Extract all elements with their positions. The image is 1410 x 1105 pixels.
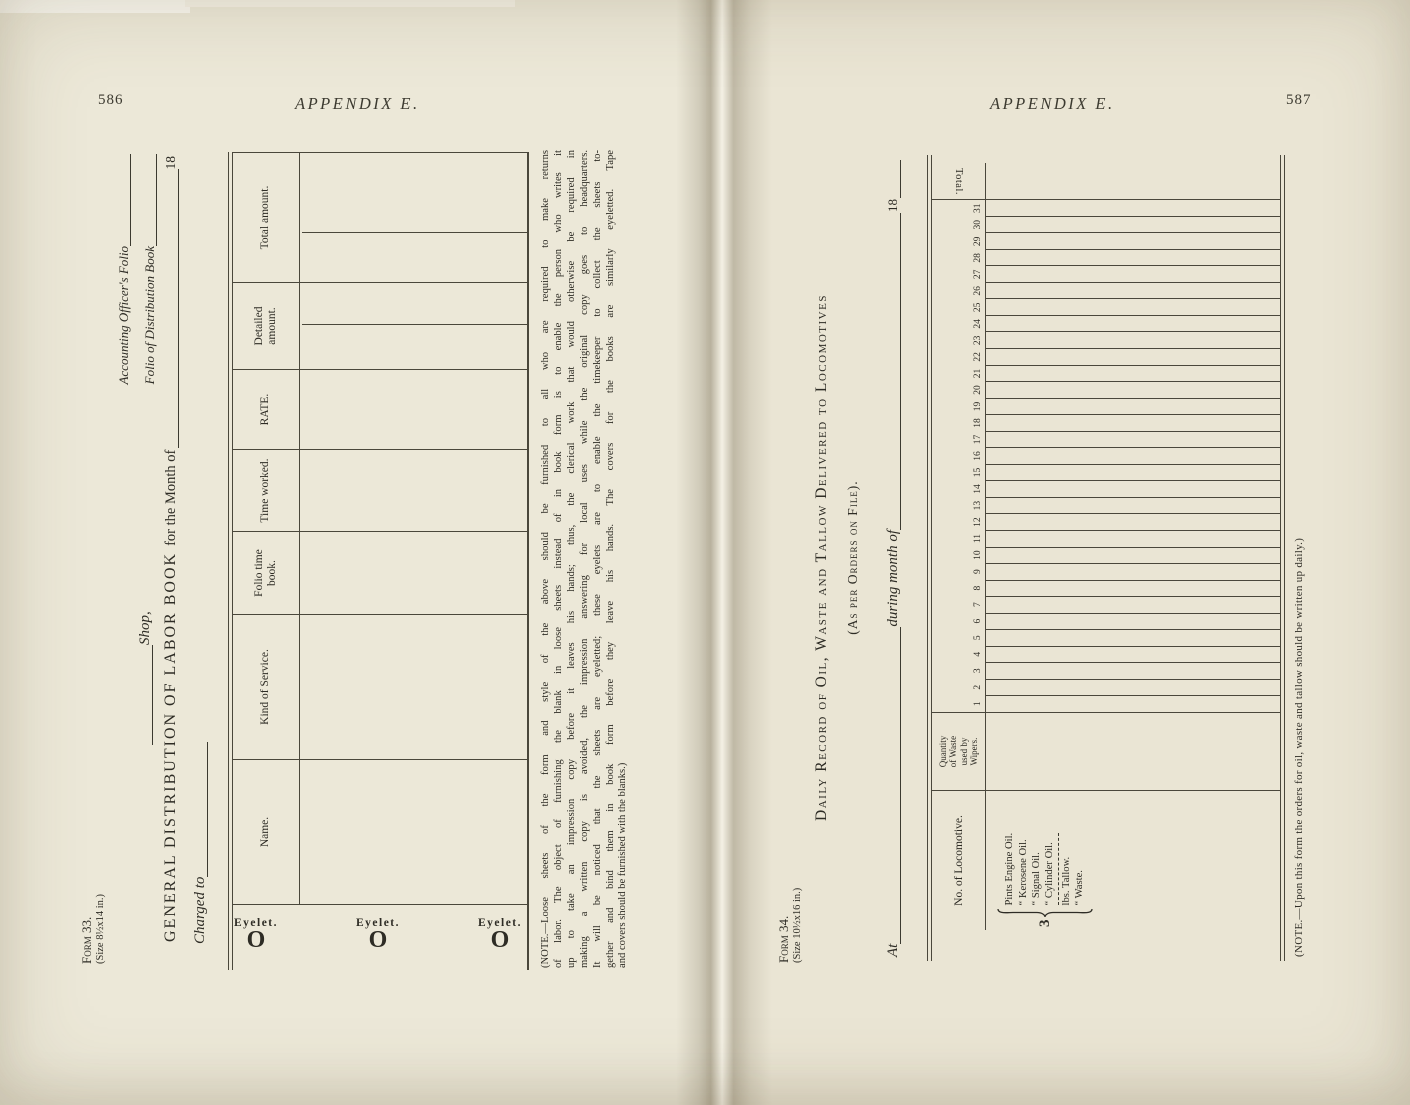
day-column-cell [986, 216, 1280, 233]
day-number: 1 [973, 701, 983, 707]
form-33-footnote [540, 150, 630, 968]
day-column-cell [986, 398, 1280, 415]
shop-label: Shop, [137, 611, 153, 645]
commodity-row: “ Kerosene Oil. [1017, 839, 1029, 906]
form-33-size: (Size 8½x14 in.) [95, 894, 106, 964]
day-number: 14 [973, 484, 983, 494]
day-number: 7 [973, 602, 983, 608]
footnote-line: It will be noticed that the sheets are eyeletted; these eyelets are to enable the timekeeper to collect the sheets to- [591, 150, 603, 968]
day-column-cell [986, 232, 1280, 249]
footnote-line: (NOTE.—Loose sheets of the form and style of the above should be furnished to all who are required to make returns [540, 150, 551, 968]
day-number: 8 [973, 585, 983, 591]
table-column-header: RATE. [233, 370, 300, 449]
day-column-cell [986, 530, 1280, 547]
footnote-line: gether and bind them in book form before they leave his hands. The covers for the books are similarly eyeletted. Tape [604, 150, 616, 968]
quantity-header-line: of Waste [948, 735, 958, 768]
total-column-header [932, 163, 986, 199]
at-during-month-line [885, 160, 902, 957]
commodity-row: “ Waste. [1074, 870, 1086, 906]
total-label-rotated: Total. [953, 167, 964, 195]
day-number: 17 [973, 434, 983, 445]
day-column-cell [986, 282, 1280, 299]
table-column-body [300, 760, 527, 904]
brace-icon [997, 909, 1093, 919]
during-month-label: during month of [885, 529, 901, 627]
table-column-header: Kind of Service. [233, 615, 300, 759]
columns-days [932, 200, 1280, 712]
table-column [233, 614, 527, 759]
labor-book-table [233, 152, 527, 905]
total-column-body [986, 163, 1280, 199]
day-column-cell [986, 447, 1280, 464]
day-number: 6 [973, 618, 983, 624]
form-33-label: Form 33. [79, 916, 94, 964]
commodity-row: “ Signal Oil. [1030, 852, 1042, 906]
day-column-cell [986, 613, 1280, 630]
blank-fill-line [195, 742, 208, 877]
footnote-line: and covers should be furnished with the blanks.) [617, 762, 629, 968]
eyelet-3-content [472, 906, 528, 962]
day-column-cell [986, 513, 1280, 530]
commodity-rows [1003, 833, 1086, 906]
scan-edge-artifact [0, 0, 190, 13]
eyelet-ring-icon: O [490, 927, 510, 953]
form-34-label: Form 34. [776, 915, 791, 963]
day-column-cell [986, 563, 1280, 580]
commodity-row: Pints Engine Oil. [1004, 832, 1016, 906]
day-number: 30 [973, 220, 983, 230]
accounting-officers-folio-line [116, 154, 132, 385]
eyelet-ring-icon: O [368, 927, 388, 953]
table-column-body [300, 153, 527, 282]
table-top-rule-outer [927, 155, 928, 961]
quantity-header-line: used by [958, 737, 969, 766]
table-bottom-rule-outer [1284, 155, 1285, 961]
day-column-cell [986, 662, 1280, 679]
day-number: 2 [973, 684, 983, 690]
form-33-rotated-block [80, 148, 640, 970]
blank-fill-line [118, 154, 131, 246]
shop-line [137, 611, 154, 745]
table-column-header: Name. [233, 760, 300, 904]
year-prefix: 18 [163, 156, 178, 170]
scan-edge-artifact [185, 0, 515, 7]
table-column [233, 449, 527, 531]
table-column [233, 153, 527, 282]
eyelet-3 [472, 906, 528, 962]
blank-fill-line [140, 645, 153, 745]
day-number: 9 [973, 569, 983, 574]
oil-waste-tallow-table [932, 163, 1280, 930]
day-column-cell [986, 695, 1280, 712]
day-number: 29 [973, 236, 983, 247]
eyelet-label: Eyelet. [355, 917, 401, 929]
day-number: 19 [973, 401, 983, 412]
eyelet-2 [350, 906, 406, 962]
day-column-cell [986, 200, 1280, 216]
form-33-title-line [162, 156, 180, 942]
table-column [233, 759, 527, 904]
day-column-cell [986, 265, 1280, 282]
day-number: 26 [973, 286, 983, 296]
column-quantity-waste [932, 712, 1280, 790]
table-column-header: Folio time book. [233, 532, 300, 614]
day-column-cell [986, 365, 1280, 382]
day-number: 31 [973, 203, 983, 214]
footnote-line: up to take an impression copy before it leaves his hands; thus, the clerical work that would otherwise be required in [565, 150, 577, 968]
footnote-line: of labor. The object of furnishing the blank in loose sheets instead of in book form is to enable the person who writes it [552, 150, 564, 968]
day-column-cell [986, 381, 1280, 398]
day-column-cell [986, 596, 1280, 613]
day-column-cell [986, 547, 1280, 564]
day-number: 22 [973, 352, 983, 362]
day-number: 28 [973, 253, 983, 263]
day-number: 4 [973, 651, 983, 657]
day-number: 11 [973, 534, 983, 544]
day-number: 15 [973, 467, 983, 478]
form-33 [80, 148, 640, 970]
total-amount-subdivider [302, 232, 527, 233]
blank-fill-line [888, 160, 901, 198]
form-34 [775, 150, 1320, 965]
table-column [233, 531, 527, 614]
table-column-header: Total amount. [233, 153, 300, 282]
day-number: 10 [973, 550, 983, 560]
at-label: At [885, 943, 901, 957]
table-column-body [300, 370, 527, 449]
table-column-header: Detailed amount. [233, 283, 300, 369]
day-column-cell [986, 298, 1280, 315]
form-34-subtitle: (As per Orders on File). [845, 480, 860, 635]
table-column [233, 282, 527, 369]
folio-distribution-book-line [142, 154, 158, 384]
day-column-cell [986, 414, 1280, 431]
form-34-number [777, 888, 805, 963]
eyelet-1-content [228, 906, 284, 962]
quantity-header-line: Quantity [937, 735, 948, 768]
day-column-cell [986, 249, 1280, 266]
day-number: 16 [973, 451, 983, 461]
eyelet-label: Eyelet. [233, 917, 279, 929]
day-column-cell [986, 331, 1280, 348]
folio-distribution-book-label: Folio of Distribution Book [142, 246, 157, 385]
table-column-body [300, 450, 527, 531]
page-number-right: 587 [1286, 92, 1312, 108]
commodity-row: lbs. Tallow. [1058, 833, 1073, 906]
example-locomotive-number: 3 [1036, 919, 1053, 927]
day-columns-body [986, 200, 1280, 712]
blank-fill-line [888, 213, 901, 530]
day-number: 25 [973, 302, 983, 313]
day-number: 20 [973, 385, 983, 395]
detailed-amount-subdivider [302, 324, 527, 325]
form-33-title-rest: for the Month of [163, 449, 179, 546]
day-number: 12 [973, 517, 983, 527]
blank-fill-line [144, 154, 157, 246]
form-33-title: GENERAL DISTRIBUTION OF LABOR BOOK [162, 551, 179, 942]
eyelet-ring-icon: O [246, 927, 266, 953]
day-number: 24 [973, 319, 983, 329]
day-column-cell [986, 480, 1280, 497]
accounting-officers-folio-label: Accounting Officer's Folio [116, 246, 131, 385]
day-numbers-header [932, 200, 986, 712]
running-head-left: APPENDIX E. [295, 94, 420, 113]
running-head-right: APPENDIX E. [990, 94, 1115, 113]
day-column-cell [986, 497, 1280, 514]
quantity-header-line: Wipers. [969, 737, 979, 766]
day-column-cell [986, 315, 1280, 332]
page-number-left: 586 [98, 92, 124, 108]
eyelet-label: Eyelet. [477, 917, 523, 929]
day-number: 5 [973, 635, 983, 641]
table-bottom-rule-inner [1280, 155, 1281, 961]
eyelet-2-content [350, 906, 406, 962]
table-column-body [300, 615, 527, 759]
example-entry [997, 767, 1093, 927]
charged-to-line [192, 742, 209, 944]
table-column-body [300, 532, 527, 614]
blank-fill-line [888, 627, 901, 944]
form-34-footnote: (NOTE.—Upon this form the orders for oil, waste and tallow should be written up daily.) [1293, 537, 1305, 957]
day-column-cell [986, 646, 1280, 663]
column-total [932, 163, 1280, 200]
form-34-rotated-block [775, 150, 1320, 965]
form-34-title: Daily Record of Oil, Waste and Tallow Delivered to Locomotives [813, 294, 830, 821]
day-number: 3 [973, 668, 983, 674]
blank-fill-line [166, 170, 179, 448]
column-locomotive [932, 790, 1280, 930]
day-number: 21 [973, 368, 983, 379]
table-column-header: Time worked. [233, 450, 300, 531]
day-column-cell [986, 348, 1280, 365]
day-column-cell [986, 629, 1280, 646]
charged-to-label: Charged to [192, 876, 208, 944]
quantity-column-header [932, 713, 986, 790]
locomotive-column-header: No. of Locomotive. [932, 791, 986, 930]
form-33-number [80, 894, 108, 964]
day-number: 18 [973, 418, 983, 428]
day-number: 27 [973, 269, 983, 280]
day-column-cell [986, 580, 1280, 597]
commodity-row: “ Cylinder Oil. [1044, 842, 1055, 906]
table-top-rule-outer [228, 152, 229, 970]
day-number: 23 [973, 335, 983, 346]
day-column-cell [986, 431, 1280, 448]
day-column-cell [986, 679, 1280, 696]
table-column [233, 369, 527, 449]
year-prefix: 18 [885, 199, 900, 212]
day-column-cell [986, 464, 1280, 481]
table-column-body [300, 283, 527, 369]
table-bottom-rule [527, 152, 529, 970]
day-number: 13 [973, 500, 983, 511]
footnote-line: making a written copy is avoided, the impression answering for local uses while the original copy goes to headquarters. [578, 150, 590, 968]
eyelet-1 [228, 906, 284, 962]
form-34-size: (Size 10½x16 in.) [792, 887, 803, 963]
